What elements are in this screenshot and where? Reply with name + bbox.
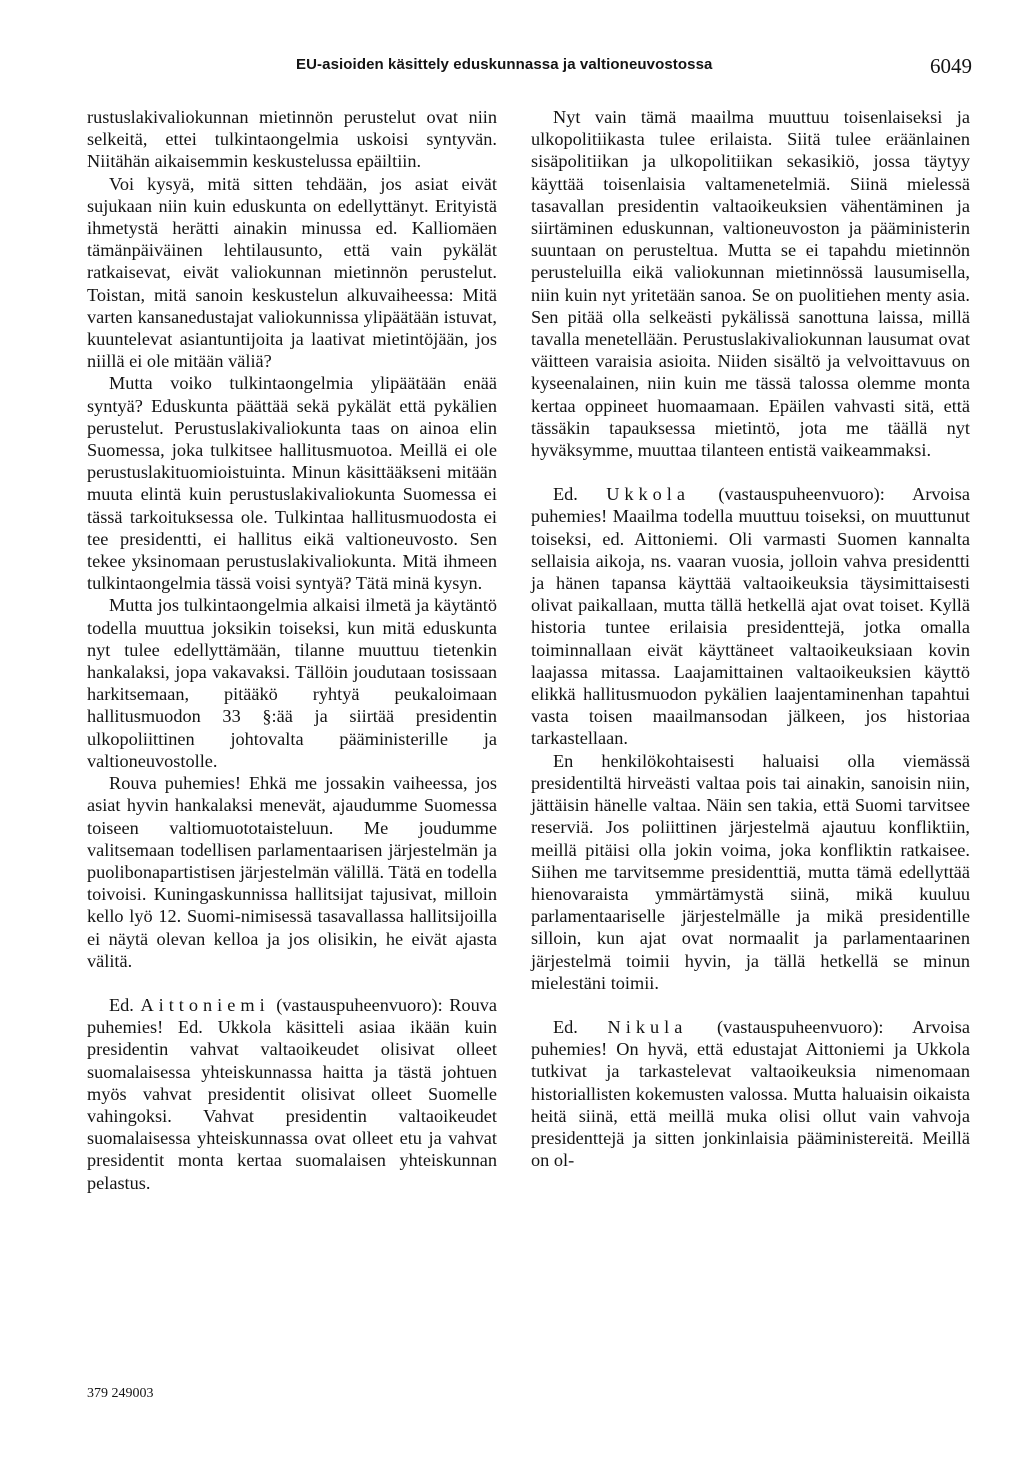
page-header bbox=[0, 56, 1024, 86]
speech-text: (vastauspuheenvuoro): Arvoisa puhemies! Maailma todella muuttuu toiseksi, on muuttunut toiseksi, ed. Aittoniemi. Oli varmasti Suomen kannalta sellaisia aikoja, ns. vaaran vuosia, jolloin vahva presidentti ja hänen tapansa käyttää valtaoikeuksia täysimittaisesti olivat paikallaan, mutta tällä hetkellä ajat ovat toiset. Kyllä historia tuntee erilaisia presidenttejä, jotka omalla toiminnallaan eivät käyttäneet valtaoikeuksiaan kovin laajassa mitassa. Laajamittainen valtaoikeuksien käyttö elikkä hallitusmuodon pykälien laajentaminenhan tapahtui vasta toisen maailmansodan jälkeen, jos historiaa tarkastellaan. bbox=[531, 484, 970, 749]
paragraph: En henkilökohtaisesti haluaisi olla viemässä presidentiltä hirveästi valtaa pois tai ainakin, sanoisin niin, jättäisin hänelle valtaa. Näin sen takia, että Suomi tarvitsee reserviä. Jos poliittinen järjestelmä ajautuu konfliktiin, meillä pitäisi olla jokin voima, joka konfliktin ratkaisee. Siihen me tarvitsemme presidenttiä, mutta tämä edellyttää hienovaraista ymmärtämystä siinä, mikä kuuluu parlamentaariselle järjestelmälle ja mikä presidentille silloin, kun ajat ovat normaalit ja parlamentaarinen järjestelmä toimii hyvin, ja tällä hetkellä se minun mielestäni toimii. bbox=[531, 750, 970, 993]
speech-paragraph bbox=[531, 1016, 970, 1171]
print-code: 379 249003 bbox=[87, 1386, 154, 1401]
speaker-name: Aittoniemi bbox=[140, 994, 270, 1015]
speaker-title: Ed. bbox=[553, 484, 578, 505]
paragraph: rustuslakivaliokunnan mietinnön perustelut ovat niin selkeitä, ettei tulkintaongelmia uskoisi syntyvän. Niitähän aikaisemmin keskustelussa epäiltiin. bbox=[87, 107, 497, 172]
speech-paragraph bbox=[87, 994, 497, 1194]
paragraph: Voi kysyä, mitä sitten tehdään, jos asiat eivät sujukaan niin kuin eduskunta on edellyttänyt. Erityistä ihmetystä herätti ainakin minussa ed. Kalliomäen tämänpäiväinen lehtilausunto, että vain pykälät ratkaisevat, eivät valiokunnan mietinnön perustelut. Toistan, mitä sanoin keskustelun alkuvaiheessa: Mitä varten kansanedustajat valiokunnissa ylipäätään istuvat, kuuntelevat asiantuntijoita ja laativat mietintöjään, jos niillä ei ole mitään väliä? bbox=[87, 173, 497, 372]
paragraph: Mutta voiko tulkintaongelmia ylipäätään enää syntyä? Eduskunta päättää sekä pykälät että pykälien perustelut. Perustuslakivaliokunta taas on ainoa elin Suomessa, joka tulkitsee hallitusmuotoa. Meillä ei ole perustuslakituomioistuinta. Minun käsittääkseni mitään muuta elintä kuin perustuslakivaliokunta Suomessa ei tässä tarkoituksessa ole. Tulkintaa hallitusmuodosta ei tee presidentti, ei hallitus eikä valtioneuvosto. Sen tekee yksinomaan perustuslakivaliokunta. Mitä ihmeen tulkintaongelmia tässä voisi syntyä? Tätä minä kysyn. bbox=[87, 373, 497, 594]
speech-text: (vastauspuheenvuoro): Rouva puhemies! Ed. Ukkola käsitteli asiaa ikään kuin presidentin vahvat valtaoikeudet olisivat olleet suomalaisessa yhteiskunnassa haitta ja tästä johtuen myös vahvat presidentit olisivat olleet Suomelle vahingoksi. Vahvat presidentin valtaoikeudet suomalaisessa yhteiskunnassa ovat olleet etu ja vahvat presidentit monta kertaa suomalaisen yhteiskunnan pelastus. bbox=[87, 994, 497, 1193]
speaker-name: Nikula bbox=[607, 1016, 688, 1037]
right-column bbox=[531, 106, 970, 1171]
paragraph: Rouva puhemies! Ehkä me jossakin vaiheessa, jos asiat hyvin hankalaksi menevät, ajaudumme Suomessa toiseen valtiomuototaisteluun. Me joudumme valitsemaan todellisen parlamentaarisen järjestelmän ja puolibonapartistisen järjestelmän välillä. Tätä en todella toivoisi. Kuningaskunnissa hallitsijat tajusivat, milloin kello lyö 12. Suomi-nimisessä tasavallassa hallitsijoilla ei näytä olevan kelloa ja jos olisikin, he eivät ajasta välitä. bbox=[87, 773, 497, 971]
speaker-title: Ed. bbox=[553, 1016, 578, 1037]
running-title: EU-asioiden käsittely eduskunnassa ja valtioneuvostossa bbox=[296, 56, 713, 73]
left-column bbox=[87, 106, 497, 1194]
speech-text: (vastauspuheenvuoro): Arvoisa puhemies! On hyvä, että edustajat Aittoniemi ja Ukkola tutkivat ja tarkastelevat valtaoikeuksia nimenomaan historiallisten kokemusten valossa. Mutta haluaisin oikaista heitä siinä, että meillä muka olisi ollut vain vahvoja presidenttejä ja sitten jonkinlaisia pääministereitä. Meillä on ol- bbox=[531, 1016, 970, 1171]
speaker-title: Ed. bbox=[109, 994, 134, 1015]
paragraph: Nyt vain tämä maailma muuttuu toisenlaiseksi ja ulkopolitiikasta tulee erilaista. Siitä tulee eräänlainen sisäpolitiikan ja ulkopolitiikan sekasikiö, jossa täytyy käyttää toisenlaisia valtamenetelmiä. Siinä mielessä tasavallan presidentin valtaoikeuksien vähentäminen ja siirtäminen eduskunnan, valtioneuvoston ja pääministerin suuntaan on perusteltua. Mutta se ei tapahdu mietinnön perusteluilla eikä valiokunnan mietinnössä lausumisella, niin kuin nyt yritetään sanoa. Se on puolitiehen menty asia. Sen pitää olla selkeästi pykälissä sanottuna laissa, millä tavalla menetellään. Perustuslakivaliokunnan lausumat ovat väitteen varaisia asioita. Niiden sisältö ja velvoittavuus on kyseenalainen, niin kuin me tässä talossa olemme monta kertaa oppineet huomaamaan. Epäilen vahvasti sitä, että tässäkin tapauksessa mietintö, jota me täällä nyt hyväksymme, muuttaa tilanteen entistä vaikeammaksi. bbox=[531, 107, 970, 461]
speech-paragraph bbox=[531, 483, 970, 749]
paragraph: Mutta jos tulkintaongelmia alkaisi ilmetä ja käytäntö todella muuttua joksikin toiseksi, kun mitä eduskunta nyt tulee edellyttämään, tilanne muuttuu tietenkin hankalaksi, jopa vakavaksi. Tällöin joudutaan tosissaan harkitsemaan, pitääkö ryhtyä peukaloimaan hallitusmuodon 33 §:ää ja siirtää presidentin ulkopoliittinen johtovalta pääministerille ja valtioneuvostolle. bbox=[87, 595, 497, 771]
speaker-name: Ukkola bbox=[606, 484, 691, 505]
page-number: 6049 bbox=[930, 54, 972, 78]
